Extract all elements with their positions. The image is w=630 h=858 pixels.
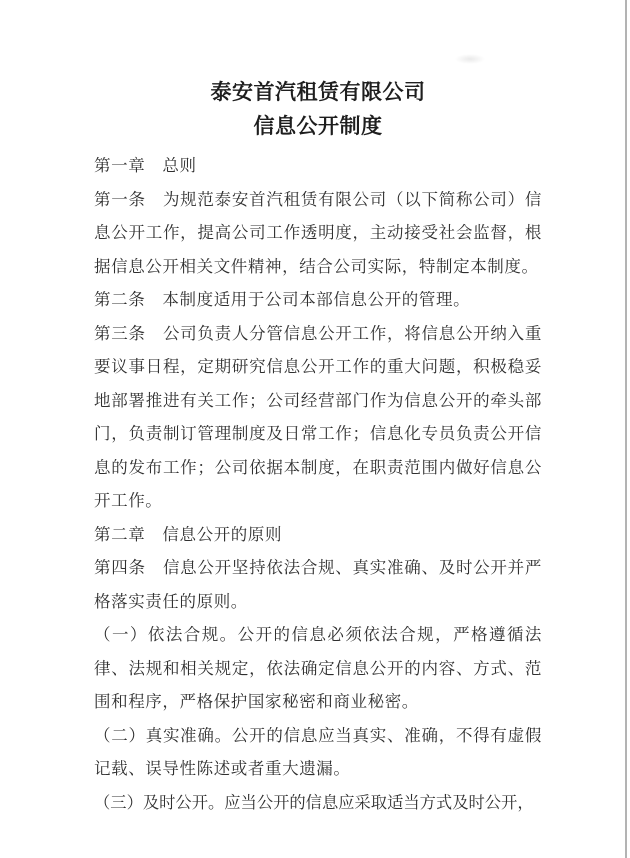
doc-paragraph-item-3: （三）及时公开。应当公开的信息应采取适当方式及时公开，	[94, 792, 534, 812]
chapter-heading-1: 第一章 总则	[94, 156, 197, 175]
doc-title-line1: 泰安首汽租赁有限公司	[210, 80, 426, 104]
doc-paragraph-article-2: 第二条 本制度适用于公司本部信息公开的管理。	[94, 290, 471, 309]
doc-paragraph-item-2: （二）真实准确。公开的信息应当真实、准确，不得有虚假记载、误导性陈述或者重大遗漏。	[94, 725, 542, 778]
doc-paragraph-article-1: 第一条 为规范泰安首汽租赁有限公司（以下简称公司）信息公开工作，提高公司工作透明度，主动接受社会监督，根据信息公开相关文件精神，结合公司实际，特制定本制度。	[94, 189, 542, 276]
doc-title-line2: 信息公开制度	[253, 113, 383, 138]
scan-artifact	[455, 54, 485, 64]
doc-title-block	[94, 76, 542, 143]
chapter-heading-2: 第二章 信息公开的原则	[94, 524, 283, 544]
doc-paragraph-article-3: 第三条 公司负责人分管信息公开工作，将信息公开纳入重要议事日程，定期研究信息公开工作的重大问题，积极稳妥地部署推进有关工作；公司经营部门作为信息公开的牵头部门，负责制订管理制度及日常工作；信息化专员负责公开信息的发布工作；公司依据本制度，在职责范围内做好信息公开工作。	[94, 323, 542, 510]
page-edge-line	[625, 0, 627, 858]
doc-paragraph-article-4: 第四条 信息公开坚持依法合规、真实准确、及时公开并严格落实责任的原则。	[94, 558, 542, 611]
document-content	[94, 76, 542, 819]
doc-paragraph-item-1: （一）依法合规。公开的信息必须依法合规，严格遵循法律、法规和相关规定，依法确定信息公开的内容、方式、范围和程序，严格保护国家秘密和商业秘密。	[94, 625, 542, 711]
